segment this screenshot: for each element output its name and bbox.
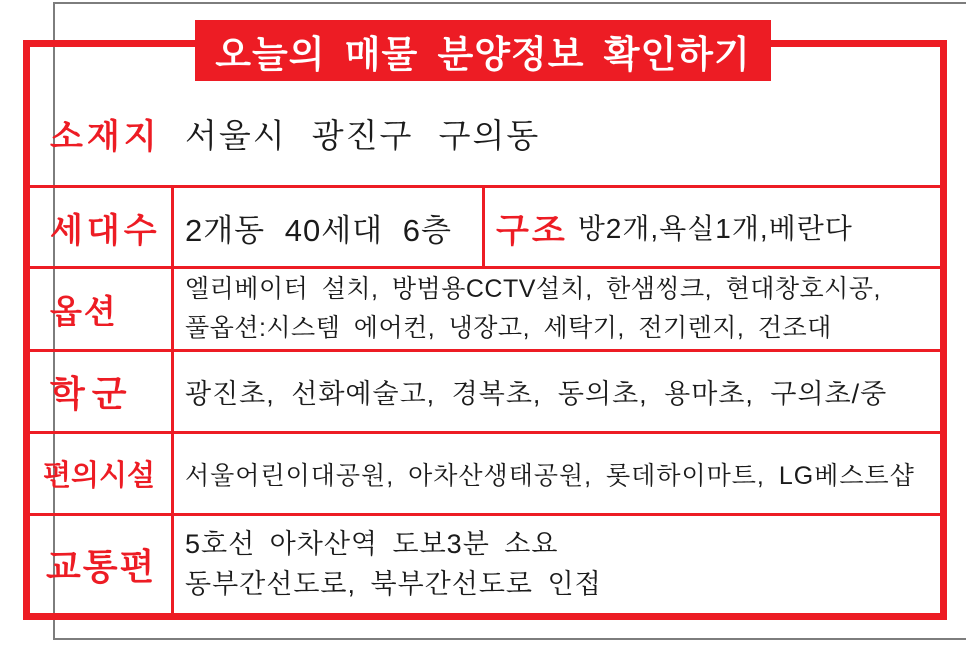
units-value: 2개동 40세대 6층 (185, 212, 452, 248)
transport-line-1: 5호선 아차산역 도보3분 소요 (185, 529, 559, 559)
row-transport (31, 516, 939, 612)
row-schools (31, 352, 939, 431)
schools-label: 학군 (50, 373, 134, 414)
options-line-2: 풀옵션:시스템 에어컨, 냉장고, 세탁기, 전기렌지, 건조대 (185, 314, 832, 342)
row-amenities (31, 434, 939, 513)
structure-label: 구조 (496, 211, 568, 250)
page-title: 오늘의 매물 분양정보 확인하기 (215, 33, 751, 75)
options-value (174, 270, 881, 348)
transport-label: 교통편 (46, 545, 157, 587)
row-units (31, 188, 939, 266)
location-value: 서울시 광진구 구의동 (185, 116, 541, 154)
title-banner (195, 20, 771, 81)
options-label: 옵션 (50, 292, 118, 330)
transport-line-2: 동부간선도로, 북부간선도로 인접 (185, 569, 602, 599)
amenities-label: 편의시설 (43, 460, 156, 492)
options-line-1: 엘리베이터 설치, 방범용CCTV설치, 한샘씽크, 현대창호시공, (185, 275, 881, 303)
row-location (31, 81, 939, 185)
transport-value (174, 524, 602, 604)
schools-value: 광진초, 선화예술고, 경복초, 동의초, 용마초, 구의초/중 (185, 379, 888, 409)
location-label: 소재지 (50, 117, 161, 156)
structure-value: 방2개,욕실1개,베란다 (577, 213, 853, 244)
units-label: 세대수 (50, 211, 161, 250)
amenities-value: 서울어린이대공원, 아차산생태공원, 롯데하이마트, LG베스트샵 (185, 461, 915, 490)
structure-cell (483, 203, 853, 252)
row-options (31, 269, 939, 349)
